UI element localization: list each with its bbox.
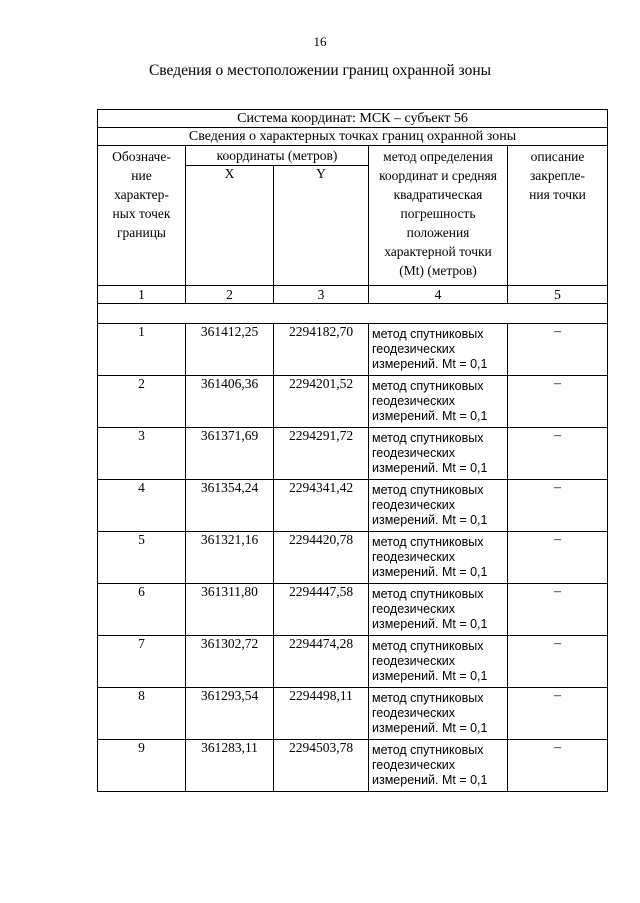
text-line: измерений. Mt = 0,1 xyxy=(372,357,488,371)
text-line: измерений. Mt = 0,1 xyxy=(372,461,488,475)
text-line: метод спутниковых xyxy=(372,327,484,341)
x-coordinate-cell: 361311,80 xyxy=(186,584,274,636)
text-line: метод спутниковых xyxy=(372,483,484,497)
text-line: геодезических xyxy=(372,446,456,460)
point-number-cell: 2 xyxy=(98,376,186,428)
text-line: квадратическая xyxy=(393,187,483,202)
coordinate-system-cell: Система координат: МСК – субъект 56 xyxy=(98,110,608,128)
text-line: измерений. Mt = 0,1 xyxy=(372,721,488,735)
y-coordinate-cell: 2294291,72 xyxy=(274,428,369,480)
table-row xyxy=(98,740,608,792)
method-cell xyxy=(369,740,508,792)
column-number: 3 xyxy=(274,286,369,304)
text-line: измерений. Mt = 0,1 xyxy=(372,409,488,423)
x-coordinate-cell: 361412,25 xyxy=(186,324,274,376)
text-line: измерений. Mt = 0,1 xyxy=(372,669,488,683)
method-cell xyxy=(369,688,508,740)
description-cell: – xyxy=(508,740,608,792)
text-line: геодезических xyxy=(372,758,456,772)
x-coordinate-cell: 361283,11 xyxy=(186,740,274,792)
x-header: X xyxy=(186,166,274,286)
table-row xyxy=(98,376,608,428)
text-line: метод спутниковых xyxy=(372,379,484,393)
coordinate-system-row xyxy=(98,110,608,128)
y-coordinate-cell: 2294474,28 xyxy=(274,636,369,688)
text-line: геодезических xyxy=(372,706,456,720)
section-title-cell: Сведения о характерных точках границ охранной зоны xyxy=(98,128,608,146)
text-line: измерений. Mt = 0,1 xyxy=(372,773,488,787)
x-coordinate-cell: 361354,24 xyxy=(186,480,274,532)
y-coordinate-cell: 2294201,52 xyxy=(274,376,369,428)
description-cell: – xyxy=(508,636,608,688)
text-line: метод спутниковых xyxy=(372,639,484,653)
point-number-cell: 1 xyxy=(98,324,186,376)
description-cell: – xyxy=(508,324,608,376)
table-row xyxy=(98,324,608,376)
x-coordinate-cell: 361293,54 xyxy=(186,688,274,740)
text-line: метод спутниковых xyxy=(372,587,484,601)
point-number-cell: 8 xyxy=(98,688,186,740)
text-line: геодезических xyxy=(372,394,456,408)
text-line: положения xyxy=(406,225,470,240)
point-number-cell: 9 xyxy=(98,740,186,792)
x-coordinate-cell: 361406,36 xyxy=(186,376,274,428)
point-number-cell: 6 xyxy=(98,584,186,636)
blank-spacer-cell xyxy=(98,304,608,324)
x-coordinate-cell: 361321,16 xyxy=(186,532,274,584)
method-cell xyxy=(369,584,508,636)
document-title: Сведения о местоположении границ охранной зоны xyxy=(148,62,492,79)
y-coordinate-cell: 2294503,78 xyxy=(274,740,369,792)
description-cell: – xyxy=(508,584,608,636)
description-cell: – xyxy=(508,480,608,532)
text-line: геодезических xyxy=(372,498,456,512)
point-number-cell: 4 xyxy=(98,480,186,532)
y-coordinate-cell: 2294420,78 xyxy=(274,532,369,584)
column-number-row xyxy=(98,286,608,304)
method-cell xyxy=(369,428,508,480)
method-cell xyxy=(369,636,508,688)
text-line: границы xyxy=(116,225,167,240)
description-header-text xyxy=(508,146,607,204)
method-cell xyxy=(369,532,508,584)
text-line: (Mt) (метров) xyxy=(399,263,477,278)
column-header-row xyxy=(98,146,608,166)
y-coordinate-cell: 2294498,11 xyxy=(274,688,369,740)
description-cell: – xyxy=(508,532,608,584)
text-line: метод спутниковых xyxy=(372,535,484,549)
table-row xyxy=(98,480,608,532)
text-line: ных точек xyxy=(112,206,171,221)
text-line: метод спутниковых xyxy=(372,691,484,705)
text-line: геодезических xyxy=(372,654,456,668)
text-line: метод спутниковых xyxy=(372,743,484,757)
text-line: измерений. Mt = 0,1 xyxy=(372,617,488,631)
text-line: измерений. Mt = 0,1 xyxy=(372,565,488,579)
text-line: геодезических xyxy=(372,550,456,564)
section-title-row xyxy=(98,128,608,146)
text-line: ние xyxy=(131,168,152,183)
method-cell xyxy=(369,376,508,428)
text-line: метод определения xyxy=(383,149,493,164)
text-line: геодезических xyxy=(372,342,456,356)
y-coordinate-cell: 2294447,58 xyxy=(274,584,369,636)
method-header-text xyxy=(369,146,507,280)
column-number: 5 xyxy=(508,286,608,304)
text-line: координат и средняя xyxy=(379,168,497,183)
text-line: геодезических xyxy=(372,602,456,616)
text-line: закрепле- xyxy=(529,168,586,183)
y-coordinate-cell: 2294182,70 xyxy=(274,324,369,376)
description-cell: – xyxy=(508,376,608,428)
table-row xyxy=(98,532,608,584)
description-cell: – xyxy=(508,688,608,740)
point-number-cell: 3 xyxy=(98,428,186,480)
text-line: характерной точки xyxy=(384,244,492,259)
column-number: 2 xyxy=(186,286,274,304)
boundary-points-table xyxy=(97,109,608,792)
designation-header xyxy=(98,146,186,286)
text-line: Обозначе- xyxy=(112,149,171,164)
description-cell: – xyxy=(508,428,608,480)
text-line: характер- xyxy=(114,187,169,202)
table-row xyxy=(98,428,608,480)
designation-header-text xyxy=(98,146,185,242)
table-row xyxy=(98,636,608,688)
blank-spacer-row xyxy=(98,304,608,324)
text-line: погрешность xyxy=(400,206,476,221)
point-number-cell: 5 xyxy=(98,532,186,584)
x-coordinate-cell: 361371,69 xyxy=(186,428,274,480)
table-row xyxy=(98,584,608,636)
coordinates-header: координаты (метров) xyxy=(186,146,369,166)
y-coordinate-cell: 2294341,42 xyxy=(274,480,369,532)
point-number-cell: 7 xyxy=(98,636,186,688)
method-header xyxy=(369,146,508,286)
text-line: описание xyxy=(530,149,585,164)
table-row xyxy=(98,688,608,740)
text-line: метод спутниковых xyxy=(372,431,484,445)
text-line: измерений. Mt = 0,1 xyxy=(372,513,488,527)
method-cell xyxy=(369,480,508,532)
x-coordinate-cell: 361302,72 xyxy=(186,636,274,688)
y-header: Y xyxy=(274,166,369,286)
method-cell xyxy=(369,324,508,376)
text-line: ния точки xyxy=(529,187,586,202)
column-number: 4 xyxy=(369,286,508,304)
column-number: 1 xyxy=(98,286,186,304)
description-header xyxy=(508,146,608,286)
page-number: 16 xyxy=(313,34,327,49)
